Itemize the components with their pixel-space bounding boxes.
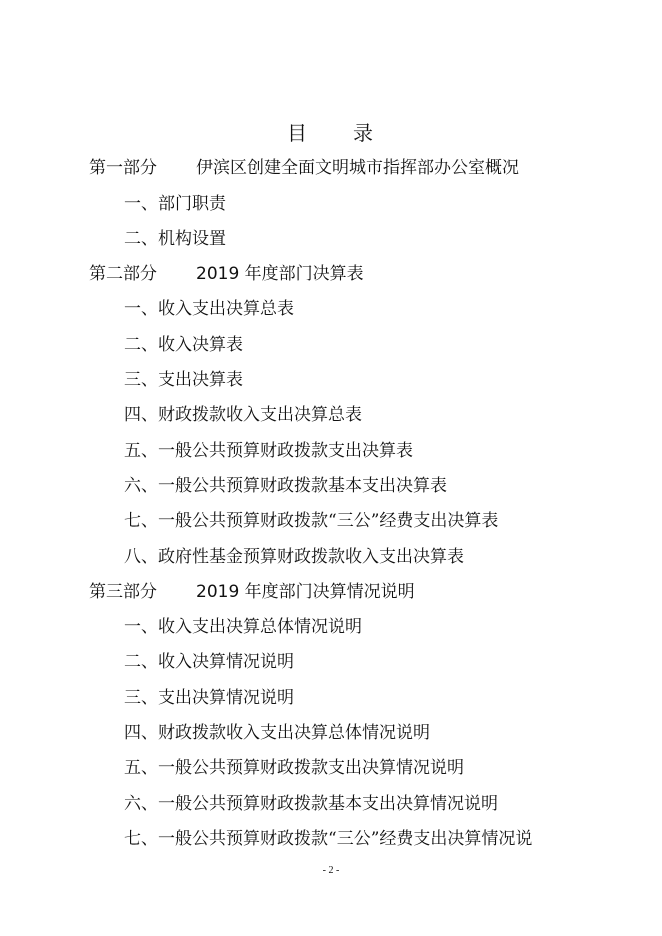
toc-item: 七、一般公共预算财政拨款“三公”经费支出决算表	[124, 511, 499, 532]
table-of-contents	[0, 116, 662, 857]
toc-part-heading	[0, 257, 662, 292]
toc-item: 一、收入支出决算总体情况说明	[124, 617, 362, 638]
part-label: 第一部分	[89, 158, 157, 179]
toc-item: 二、机构设置	[124, 228, 226, 249]
toc-part-heading	[0, 151, 662, 186]
toc-item: 一、部门职责	[124, 193, 226, 214]
title-char-1: 目	[287, 121, 309, 145]
toc-item: 四、财政拨款收入支出决算总体情况说明	[124, 723, 430, 744]
part-title: 2019 年度部门决算情况说明	[196, 581, 415, 602]
toc-item: 三、支出决算表	[124, 370, 243, 391]
part-title: 2019 年度部门决算表	[196, 264, 364, 285]
title-char-2: 录	[353, 121, 375, 145]
toc-item: 五、一般公共预算财政拨款支出决算表	[124, 440, 413, 461]
toc-title	[0, 116, 662, 151]
part-title: 伊滨区创建全面文明城市指挥部办公室概况	[196, 158, 519, 179]
toc-item: 二、收入决算情况说明	[124, 652, 294, 673]
toc-item: 六、一般公共预算财政拨款基本支出决算表	[124, 475, 447, 496]
toc-item: 一、收入支出决算总表	[124, 299, 294, 320]
toc-item: 八、政府性基金预算财政拨款收入支出决算表	[124, 546, 464, 567]
toc-part-heading	[0, 575, 662, 610]
toc-item: 四、财政拨款收入支出决算总表	[124, 405, 362, 426]
part-label: 第二部分	[89, 264, 157, 285]
toc-item: 三、支出决算情况说明	[124, 687, 294, 708]
toc-item: 五、一般公共预算财政拨款支出决算情况说明	[124, 758, 464, 779]
page-number: - 2 -	[322, 865, 340, 876]
toc-item: 二、收入决算表	[124, 334, 243, 355]
toc-item: 六、一般公共预算财政拨款基本支出决算情况说明	[124, 793, 498, 814]
part-label: 第三部分	[89, 581, 157, 602]
toc-item: 七、一般公共预算财政拨款“三公”经费支出决算情况说	[124, 828, 533, 849]
